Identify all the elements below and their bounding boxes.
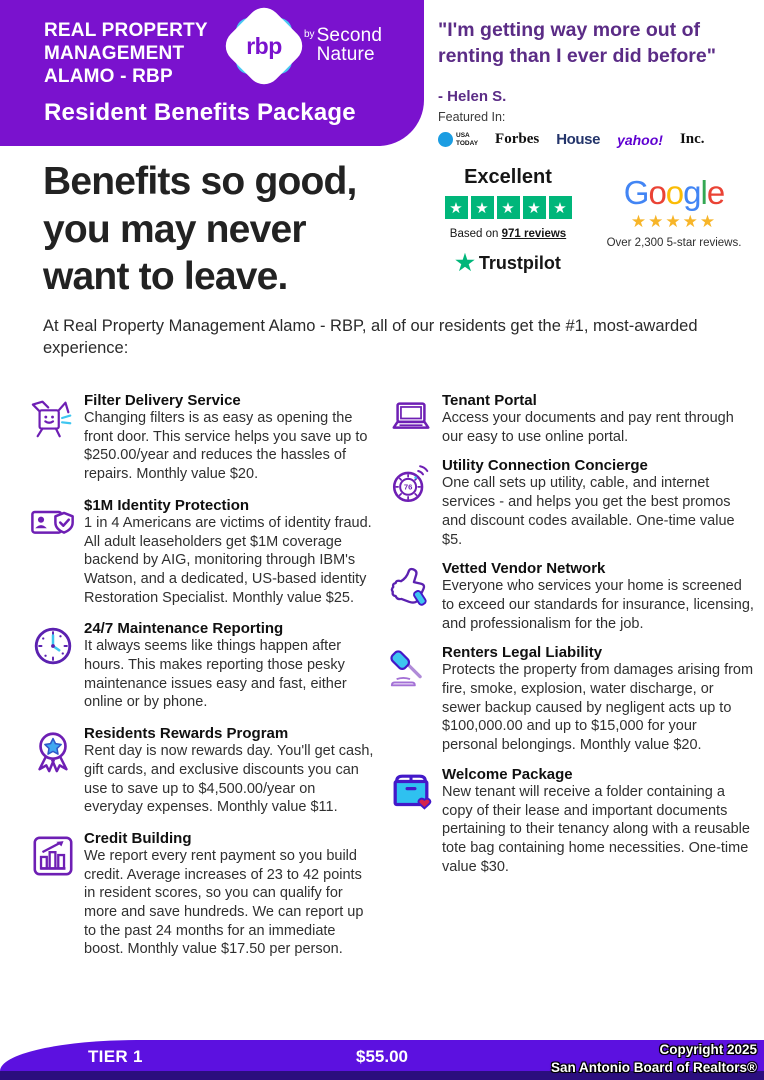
laptop-icon — [380, 392, 442, 446]
thumbs-up-icon — [380, 560, 442, 633]
benefit-description: 1 in 4 Americans are victims of identity fraud. All adult leaseholders get $1M coverage backend by AIG, monitoring through IBM's Watson, and a dedicated, US-based identity Restoration Specialist. Monthly value $25. — [84, 514, 372, 606]
usa-today-dot-icon — [438, 132, 453, 147]
benefit-title: Welcome Package — [442, 765, 573, 783]
benefit-maintenance-reporting — [22, 620, 374, 712]
copyright-notice — [551, 1041, 757, 1076]
benefit-welcome-package — [380, 766, 754, 877]
headline-line: you may never — [43, 207, 306, 251]
benefit-description: Access your documents and pay rent through our easy to use online portal. — [442, 410, 734, 445]
company-name-line: MANAGEMENT — [44, 43, 185, 65]
benefit-identity-protection — [22, 497, 374, 608]
benefit-title: Vetted Vendor Network — [442, 560, 606, 578]
copyright-line: Copyright 2025 — [659, 1042, 757, 1057]
testimonial-author: - Helen S. — [438, 88, 507, 105]
benefit-title: Credit Building — [84, 829, 192, 847]
intro-paragraph: At Real Property Management Alamo - RBP, all of our residents get the #1, most-awarded experience: — [43, 317, 698, 358]
trustpilot-brand-name: Trustpilot — [478, 252, 561, 273]
benefit-filter-delivery — [22, 392, 374, 484]
inc-logo: Inc. — [679, 131, 705, 147]
brand-line: Second — [316, 25, 383, 46]
trustpilot-star-icon: ★ — [445, 196, 468, 219]
clock-icon — [22, 620, 84, 712]
headline-line: want to leave. — [43, 255, 288, 299]
by-label: by — [304, 29, 315, 40]
filter-box-mascot-icon — [22, 392, 84, 484]
rbp-logo-text: rbp — [246, 32, 282, 59]
benefit-vendor-network — [380, 560, 754, 633]
benefit-description: Protects the property from damages arising from fire, smoke, explosion, water discharge, or sewer backup caused by negligent acts up to $100,000.00 and up to $15,000 for your personal belongings. Monthly value $20. — [442, 662, 754, 754]
review-count: 971 reviews — [501, 228, 567, 240]
rbp-logo — [231, 13, 297, 79]
header-banner — [0, 0, 424, 146]
copyright-line: San Antonio Board of Realtors® — [551, 1059, 757, 1075]
benefit-title: Utility Connection Concierge — [442, 457, 648, 475]
brand-line: Nature — [316, 43, 375, 65]
benefit-credit-building — [22, 830, 374, 959]
google-review-caption: Over 2,300 5-star reviews. — [606, 237, 742, 249]
benefits-column-right — [380, 392, 754, 887]
benefit-title: 24/7 Maintenance Reporting — [84, 620, 284, 638]
google-letter: o — [648, 174, 666, 211]
trustpilot-rating-label: Excellent — [464, 166, 552, 188]
based-on-prefix: Based on — [449, 228, 502, 240]
usa-today-logo — [438, 132, 478, 147]
benefit-legal-liability — [380, 644, 754, 755]
thermostat-dial-icon — [380, 457, 442, 549]
trustpilot-logo-star-icon: ★ — [455, 250, 475, 275]
award-ribbon-star-icon — [22, 725, 84, 817]
tier-price: $55.00 — [356, 1047, 408, 1066]
trustpilot-star-icon: ★ — [549, 196, 572, 219]
google-logo — [590, 176, 758, 209]
usa-today-text: TODAY — [456, 139, 479, 147]
benefit-description: Rent day is now rewards day. You'll get cash, gift cards, and exclusive discounts you can use to save up to $4,500.00/year on everyday expenses. Monthly value $11. — [84, 743, 374, 816]
google-stars-icon: ★★★★★ — [630, 212, 718, 231]
benefit-title: Residents Rewards Program — [84, 725, 289, 743]
gift-box-heart-icon — [380, 766, 442, 877]
benefit-tenant-portal — [380, 392, 754, 446]
trustpilot-star-icon: ★ — [523, 196, 546, 219]
google-letter: l — [700, 174, 707, 211]
featured-in-section — [438, 110, 760, 148]
google-letter: o — [665, 174, 684, 211]
benefit-description: Changing filters is as easy as opening the front door. This service helps you save up to $250.00/year and reduces the hassles of repairs. Monthly value $20. — [84, 410, 368, 483]
benefit-description: Everyone who services your home is screened to exceed our standards for insurance, licensing, and professionalism for the job. — [442, 578, 754, 632]
benefit-title: Renters Legal Liability — [442, 644, 603, 662]
trustpilot-brand — [430, 252, 586, 274]
gavel-icon — [380, 644, 442, 755]
trustpilot-star-icon: ★ — [471, 196, 494, 219]
trustpilot-stars — [430, 196, 586, 219]
trustpilot-star-icon: ★ — [497, 196, 520, 219]
benefits-column-left — [22, 392, 374, 972]
benefit-utility-concierge — [380, 457, 754, 549]
usa-today-text: USA — [456, 132, 470, 140]
svg-text:76: 76 — [403, 483, 413, 493]
main-headline — [43, 158, 438, 301]
benefit-description: One call sets up utility, cable, and internet services - and helps you get the best promos and discount codes available. One-time value $5. — [442, 475, 735, 548]
bar-chart-growth-icon — [22, 830, 84, 959]
second-nature-logo — [304, 27, 382, 64]
tier-label: TIER 1 — [88, 1047, 143, 1066]
id-card-shield-icon — [22, 497, 84, 608]
company-name — [44, 19, 208, 89]
benefit-rewards-program — [22, 725, 374, 817]
headline-line: Benefits so good, — [43, 160, 357, 203]
testimonial-quote: "I'm getting way more out of renting than I ever did before" — [438, 19, 716, 67]
benefit-title: Tenant Portal — [442, 392, 537, 409]
benefit-title: $1M Identity Protection — [84, 496, 250, 514]
forbes-logo: Forbes — [495, 131, 540, 147]
featured-in-label: Featured In: — [438, 110, 506, 124]
house-logo: House — [556, 131, 601, 148]
yahoo-logo: yahoo! — [617, 131, 663, 148]
trustpilot-based-on — [430, 228, 586, 240]
benefit-description: It always seems like things happen after hours. This makes reporting those pesky maintenance issues easy and fast, either online or by phone. — [84, 638, 347, 711]
google-letter: e — [706, 174, 725, 211]
benefit-title: Filter Delivery Service — [84, 392, 241, 409]
google-review-widget — [590, 176, 758, 249]
google-letter: G — [623, 174, 649, 211]
company-name-line: ALAMO - RBP — [44, 66, 173, 88]
trustpilot-review-widget — [430, 166, 586, 274]
benefit-description: We report every rent payment so you build credit. Average increases of 23 to 42 points in resident scores, so you can qualify for more and save hundreds. We can report up to the past 24 months for an immediate boost. Monthly value $17.50 per person. — [84, 847, 364, 958]
google-letter: g — [683, 174, 701, 211]
company-name-line: REAL PROPERTY — [44, 20, 208, 41]
package-title: Resident Benefits Package — [44, 99, 356, 126]
benefit-description: New tenant will receive a folder containing a copy of their lease and important documents pertaining to their tenancy along with a reusable tote bag containing home necessities. One-time value $30. — [442, 783, 750, 875]
